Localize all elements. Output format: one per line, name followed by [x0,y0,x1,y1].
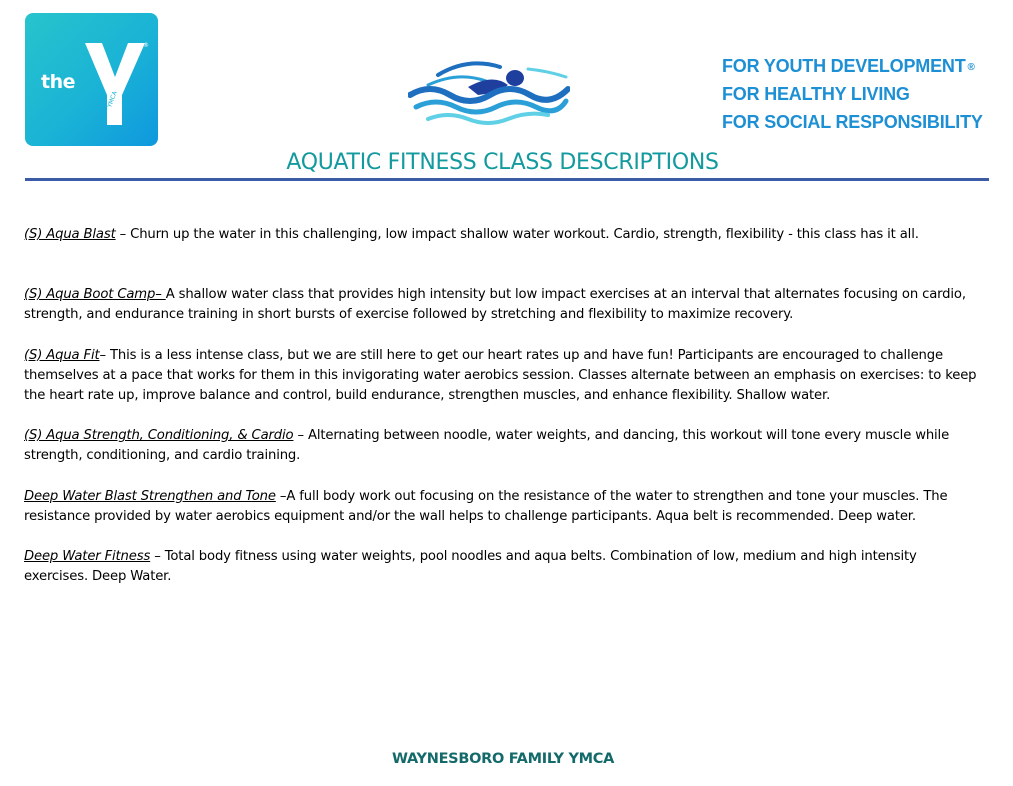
logo-text: the [41,71,75,93]
class-name: Deep Water Fitness [24,549,151,565]
tagline [722,52,983,136]
class-entry [24,285,984,325]
class-name: (S) Aqua Strength, Conditioning, & Cardio [24,428,294,444]
class-description: –A full body work out focusing on the resistance of the water to strengthen and tone your muscles. The resistance provided by water aerobics equipment and/or the wall helps to challenge participants. Aqua belt is recommended. Deep water. [24,488,948,524]
class-entry [24,426,984,466]
swimmer-waves-icon [408,55,570,127]
class-description: – This is a less intense class, but we are still here to get our heart rates up and have fun! Participants are encouraged to challenge themselves at a pace that works for them in this invigorating water aerobics session. Classes alternate between an emphasis on exercises: to keep the heart rate up, improve balance and control, build endurance, strengthen muscles, and enhance flexibility. Shallow water. [24,347,977,404]
class-entry [24,346,984,407]
tagline-line: FOR SOCIAL RESPONSIBILITY [722,112,983,132]
class-descriptions [24,225,984,587]
page-title: AQUATIC FITNESS CLASS DESCRIPTIONS [286,150,719,175]
class-entry [24,547,984,587]
tagline-line: FOR YOUTH DEVELOPMENT ® [722,56,975,76]
class-entry [24,487,984,527]
title-divider [25,178,989,181]
footer-org-name: WAYNESBORO FAMILY YMCA [391,751,615,767]
class-entry [24,225,984,245]
class-name: (S) Aqua Boot Camp– [24,287,166,303]
logo-subtext: YMCA [106,90,119,109]
class-name: (S) Aqua Blast [24,227,116,242]
ymca-logo [25,13,158,146]
tagline-line: FOR HEALTHY LIVING [722,84,910,104]
class-description: – Total body fitness using water weights, pool noodles and aqua belts. Combination of low, medium and high intensity exercises. Deep Water. [24,549,917,585]
class-description: – Alternating between noodle, water weights, and dancing, this workout will tone every muscle while strength, conditioning, and cardio training. [24,428,950,464]
class-name: (S) Aqua Fit [24,347,100,363]
class-description: – Churn up the water in this challenging, low impact shallow water workout. Cardio, strength, flexibility - this class has it all. [115,227,919,242]
class-description: A shallow water class that provides high intensity but low impact exercises at an interval that alternates focusing on cardio, strength, and endurance training in short bursts of exercise followed by stretching and flexibility to maximize recovery. [24,287,966,323]
registered-mark: ® [967,62,975,73]
class-name: Deep Water Blast Strengthen and Tone [24,488,276,504]
svg-text:®: ® [143,42,149,49]
